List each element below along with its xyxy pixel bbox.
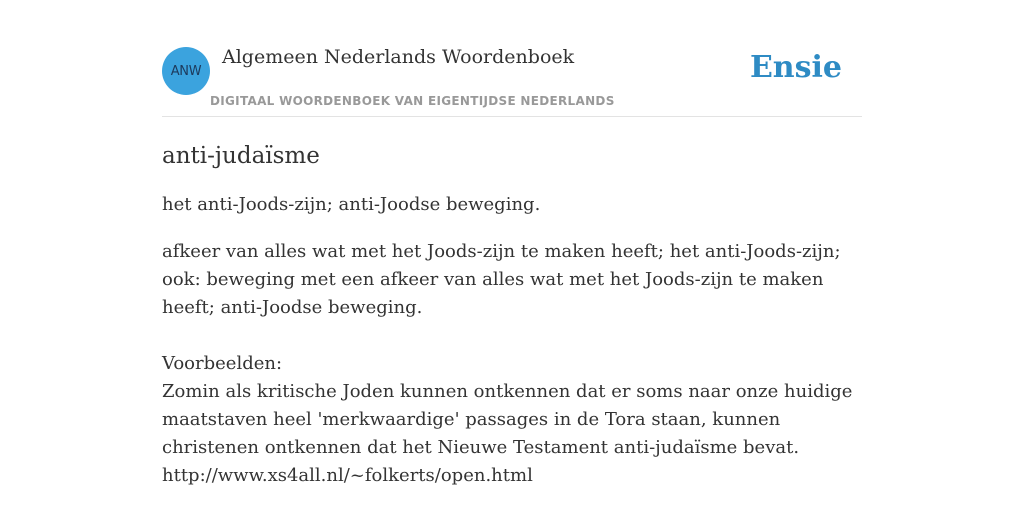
- anw-logo-text: ANW: [170, 63, 202, 79]
- ensie-brand-logo[interactable]: Ensie: [749, 50, 842, 85]
- short-definition: het anti-Joods-zijn; anti-Joodse beweging.: [162, 194, 541, 215]
- spacer: [162, 322, 862, 350]
- example-text: Zomin als kritische Joden kunnen ontkennen dat er soms naar onze huidige maatstaven heel 'merkwaardige' passages in de Tora staan, kunnen christenen ontkennen dat het Nieuwe Testament anti-judaïsme bevat.: [162, 381, 853, 458]
- entry-card: [162, 40, 862, 490]
- example-source: http://www.xs4all.nl/~folkerts/open.html: [162, 465, 533, 486]
- anw-logo[interactable]: [162, 47, 210, 95]
- full-definition: afkeer van alles wat met het Joods-zijn te maken heeft; het anti-Joods-zijn; ook: beweging met een afkeer van alles wat met het Joods-zijn te maken heeft; anti-Joodse beweging.: [162, 241, 841, 318]
- site-subtitle: DIGITAAL WOORDENBOEK VAN EIGENTIJDSE NEDERLANDS: [210, 94, 615, 108]
- header: [162, 40, 862, 117]
- examples-label: Voorbeelden:: [162, 353, 283, 374]
- full-definition-block: [162, 238, 862, 490]
- headword: anti-judaïsme: [162, 143, 320, 169]
- site-title[interactable]: Algemeen Nederlands Woordenboek: [222, 46, 575, 68]
